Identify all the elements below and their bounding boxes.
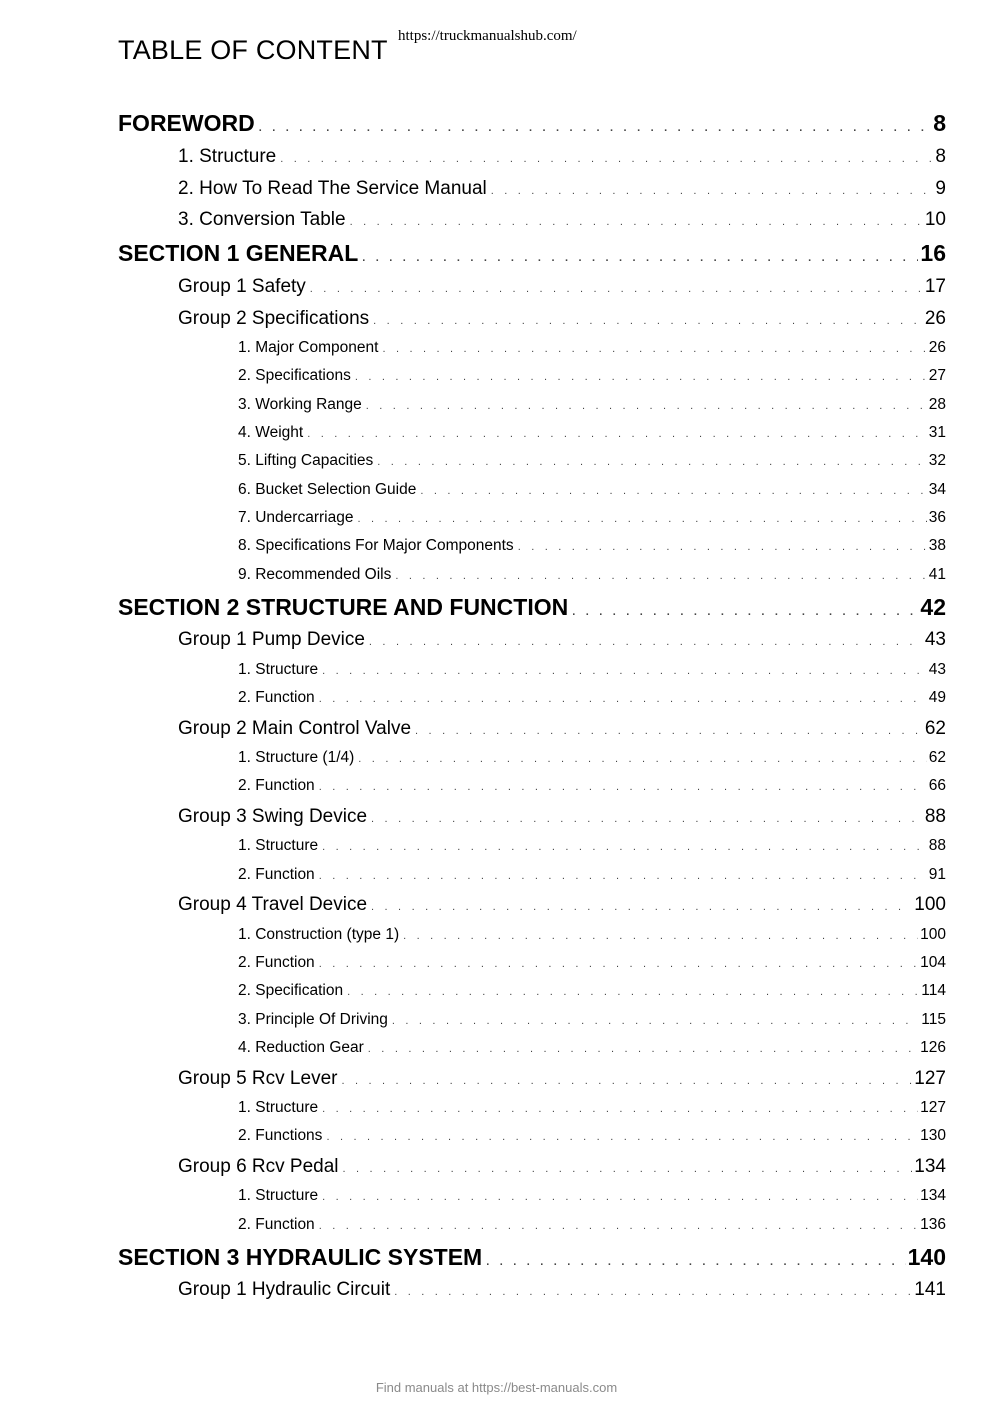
- dot-leader: [394, 1279, 912, 1301]
- toc-entry-page: 100: [914, 894, 946, 915]
- toc-entry-page: 38: [928, 537, 946, 554]
- toc-entry-label: 2. Function: [238, 689, 315, 706]
- toc-entry-rcv-pedal[interactable]: [178, 1156, 946, 1178]
- toc-entry-page: 8: [935, 146, 946, 167]
- dot-leader: [371, 806, 923, 828]
- dot-leader: [310, 276, 923, 298]
- dot-leader: [518, 537, 927, 555]
- dot-leader: [355, 367, 927, 385]
- toc-entry-label: 1. Structure: [238, 661, 319, 678]
- toc-entry-page: 36: [928, 509, 946, 526]
- dot-leader: [347, 982, 919, 1000]
- toc-entry-page: 8: [933, 110, 946, 136]
- dot-leader: [319, 777, 927, 795]
- toc-entry-lifting-capacities[interactable]: [238, 452, 946, 470]
- toc-entry-mcv-structure[interactable]: [238, 749, 946, 767]
- toc-entry-label: SECTION 3 HYDRAULIC SYSTEM: [118, 1244, 483, 1270]
- toc-entry-page: 28: [928, 396, 946, 413]
- toc-entry-mcv-function[interactable]: [238, 777, 946, 795]
- toc-entry-page: 43: [924, 629, 946, 650]
- toc-entry-page: 27: [928, 367, 946, 384]
- toc-entry-page: 17: [924, 276, 946, 297]
- dot-leader: [319, 1216, 918, 1234]
- toc-entry-rcv-lever[interactable]: [178, 1068, 946, 1090]
- toc-entry-label: Group 1 Hydraulic Circuit: [178, 1279, 391, 1300]
- toc-entry-page: 62: [924, 718, 946, 739]
- toc-entry-label: Group 2 Specifications: [178, 308, 370, 329]
- dot-leader: [377, 452, 926, 470]
- toc-entry-swing-function[interactable]: [238, 866, 946, 884]
- dot-leader: [362, 240, 918, 267]
- toc-entry-label: Group 5 Rcv Lever: [178, 1068, 338, 1089]
- dot-leader: [326, 1127, 918, 1145]
- toc-entry-conversion-table[interactable]: [178, 209, 946, 231]
- toc-entry-label: 1. Structure: [178, 146, 277, 167]
- toc-entry-page: 134: [914, 1156, 946, 1177]
- toc-entry-label: 4. Reduction Gear: [238, 1039, 364, 1056]
- toc-entry-page: 126: [920, 1039, 946, 1056]
- toc-entry-label: FOREWORD: [118, 110, 255, 136]
- toc-entry-reduction-gear[interactable]: [238, 1039, 946, 1057]
- toc-entry-weight[interactable]: [238, 424, 946, 442]
- toc-entry-label: 1. Structure: [238, 837, 319, 854]
- toc-entry-label: 3. Principle Of Driving: [238, 1011, 388, 1028]
- page-title: TABLE OF CONTENT: [118, 35, 388, 65]
- toc-entry-travel-construction[interactable]: [238, 926, 946, 944]
- toc-entry-travel-device[interactable]: [178, 894, 946, 916]
- toc-entry-page: 26: [928, 339, 946, 356]
- dot-leader: [368, 1039, 918, 1057]
- toc-entry-page: 62: [928, 749, 946, 766]
- toc-entry-label: Group 4 Travel Device: [178, 894, 368, 915]
- dot-leader: [358, 749, 926, 767]
- toc-entry-label: 7. Undercarriage: [238, 509, 354, 526]
- toc-entry-label: 2. Function: [238, 777, 315, 794]
- toc-entry-label: 2. Function: [238, 1216, 315, 1233]
- source-url-link[interactable]: https://truckmanualshub.com/: [398, 28, 577, 44]
- dot-leader: [319, 954, 918, 972]
- toc-entry-label: 2. Specification: [238, 982, 344, 999]
- toc-entry-label: 3. Working Range: [238, 396, 362, 413]
- toc-entry-page: 9: [935, 178, 946, 199]
- toc-entry-label: 3. Conversion Table: [178, 209, 346, 230]
- toc-entry-page: 43: [928, 661, 946, 678]
- toc-entry-rcv-lever-structure[interactable]: [238, 1099, 946, 1117]
- toc-entry-recommended-oils[interactable]: [238, 566, 946, 584]
- toc-entry-label: 2. How To Read The Service Manual: [178, 178, 487, 199]
- toc-entry-page: 66: [928, 777, 946, 794]
- toc-entry-page: 104: [920, 954, 946, 971]
- toc-entry-page: 100: [920, 926, 946, 943]
- toc-entry-major-component[interactable]: [238, 339, 946, 357]
- toc-entry-label: 2. Function: [238, 954, 315, 971]
- toc-entry-page: 115: [921, 1011, 946, 1028]
- dot-leader: [366, 396, 927, 414]
- toc-entry-foreword[interactable]: [118, 110, 946, 137]
- toc-entry-rcv-pedal-function[interactable]: [238, 1216, 946, 1234]
- toc-entry-page: 127: [914, 1068, 946, 1089]
- toc-entry-section-1[interactable]: [118, 240, 946, 267]
- toc-entry-label: Group 1 Safety: [178, 276, 306, 297]
- toc-entry-label: 2. Functions: [238, 1127, 323, 1144]
- toc-entry-page: 34: [928, 481, 946, 498]
- toc-entry-page: 134: [920, 1187, 946, 1204]
- dot-leader: [420, 481, 926, 499]
- toc-entry-page: 42: [920, 594, 946, 620]
- toc-entry-label: Group 2 Main Control Valve: [178, 718, 412, 739]
- dot-leader: [357, 509, 926, 527]
- dot-leader: [319, 689, 927, 707]
- toc-entry-page: 141: [914, 1279, 946, 1300]
- toc-entry-page: 32: [928, 452, 946, 469]
- toc-entry-page: 127: [920, 1099, 946, 1116]
- toc-entry-travel-function[interactable]: [238, 954, 946, 972]
- toc-entry-page: 140: [907, 1244, 946, 1270]
- dot-leader: [486, 1244, 905, 1271]
- toc-entry-label: 2. Function: [238, 866, 315, 883]
- dot-leader: [491, 178, 934, 200]
- dot-leader: [319, 866, 927, 884]
- dot-leader: [415, 718, 923, 740]
- toc-entry-pump-structure[interactable]: [238, 661, 946, 679]
- toc-entry-label: 9. Recommended Oils: [238, 566, 392, 583]
- toc-entry-label: SECTION 1 GENERAL: [118, 240, 359, 266]
- toc-entry-page: 10: [924, 209, 946, 230]
- toc-entry-label: 5. Lifting Capacities: [238, 452, 374, 469]
- toc-entry-swing-structure[interactable]: [238, 837, 946, 855]
- toc-entry-label: 1. Structure (1/4): [238, 749, 355, 766]
- dot-leader: [259, 110, 931, 137]
- toc-entry-working-range[interactable]: [238, 396, 946, 414]
- dot-leader: [382, 339, 926, 357]
- dot-leader: [371, 894, 912, 916]
- toc-entry-principle-of-driving[interactable]: [238, 1011, 946, 1029]
- toc-entry-label: Group 3 Swing Device: [178, 806, 368, 827]
- toc-entry-page: 130: [920, 1127, 946, 1144]
- toc-entry-safety[interactable]: [178, 276, 946, 298]
- toc-entry-structure[interactable]: [178, 146, 946, 168]
- toc-entry-specifications[interactable]: [238, 367, 946, 385]
- toc-entry-rcv-pedal-structure[interactable]: [238, 1187, 946, 1205]
- toc-entry-swing-device[interactable]: [178, 806, 946, 828]
- toc-entry-specs-major-components[interactable]: [238, 537, 946, 555]
- toc-entry-label: 1. Construction (type 1): [238, 926, 400, 943]
- dot-leader: [403, 926, 918, 944]
- toc-entry-pump-device[interactable]: [178, 629, 946, 651]
- dot-leader: [572, 594, 918, 621]
- toc-entry-undercarriage[interactable]: [238, 509, 946, 527]
- toc-entry-label: 1. Structure: [238, 1099, 319, 1116]
- toc-entry-hydraulic-circuit[interactable]: [178, 1279, 946, 1301]
- toc-entry-label: 2. Specifications: [238, 367, 351, 384]
- toc-entry-page: 31: [928, 424, 946, 441]
- toc-entry-pump-function[interactable]: [238, 689, 946, 707]
- dot-leader: [322, 837, 927, 855]
- dot-leader: [307, 424, 927, 442]
- dot-leader: [341, 1068, 912, 1090]
- toc-entry-label: 6. Bucket Selection Guide: [238, 481, 417, 498]
- toc-entry-main-control-valve[interactable]: [178, 718, 946, 740]
- toc-entry-how-to-read[interactable]: [178, 178, 946, 200]
- dot-leader: [369, 629, 923, 651]
- dot-leader: [373, 308, 923, 330]
- toc-entry-label: 1. Structure: [238, 1187, 319, 1204]
- toc-entry-label: 4. Weight: [238, 424, 304, 441]
- toc-entry-page: 41: [928, 566, 946, 583]
- dot-leader: [350, 209, 923, 231]
- dot-leader: [322, 1099, 918, 1117]
- toc-entry-section-2[interactable]: [118, 594, 946, 621]
- dot-leader: [392, 1011, 919, 1029]
- dot-leader: [322, 661, 927, 679]
- dot-leader: [395, 566, 926, 584]
- toc-entry-label: 1. Major Component: [238, 339, 379, 356]
- toc-entry-label: 8. Specifications For Major Components: [238, 537, 514, 554]
- toc-entry-label: SECTION 2 STRUCTURE AND FUNCTION: [118, 594, 569, 620]
- dot-leader: [280, 146, 933, 168]
- toc-entry-rcv-lever-functions[interactable]: [238, 1127, 946, 1145]
- toc-entry-page: 88: [928, 837, 946, 854]
- toc-entry-travel-specification[interactable]: [238, 982, 946, 1000]
- footer-note: Find manuals at https://best-manuals.com: [375, 1380, 618, 1395]
- dot-leader: [322, 1187, 918, 1205]
- dot-leader: [343, 1156, 913, 1178]
- toc-entry-page: 16: [920, 240, 946, 266]
- toc-entry-label: Group 6 Rcv Pedal: [178, 1156, 339, 1177]
- toc-entry-page: 136: [920, 1216, 946, 1233]
- toc-entry-page: 91: [928, 866, 946, 883]
- toc-entry-label: Group 1 Pump Device: [178, 629, 365, 650]
- toc-entry-specifications-group[interactable]: [178, 308, 946, 330]
- toc-entry-page: 26: [924, 308, 946, 329]
- toc-entry-bucket-selection-guide[interactable]: [238, 481, 946, 499]
- toc-entry-section-3[interactable]: [118, 1244, 946, 1271]
- toc-entry-page: 88: [924, 806, 946, 827]
- toc-entry-page: 49: [928, 689, 946, 706]
- toc-entry-page: 114: [921, 982, 946, 999]
